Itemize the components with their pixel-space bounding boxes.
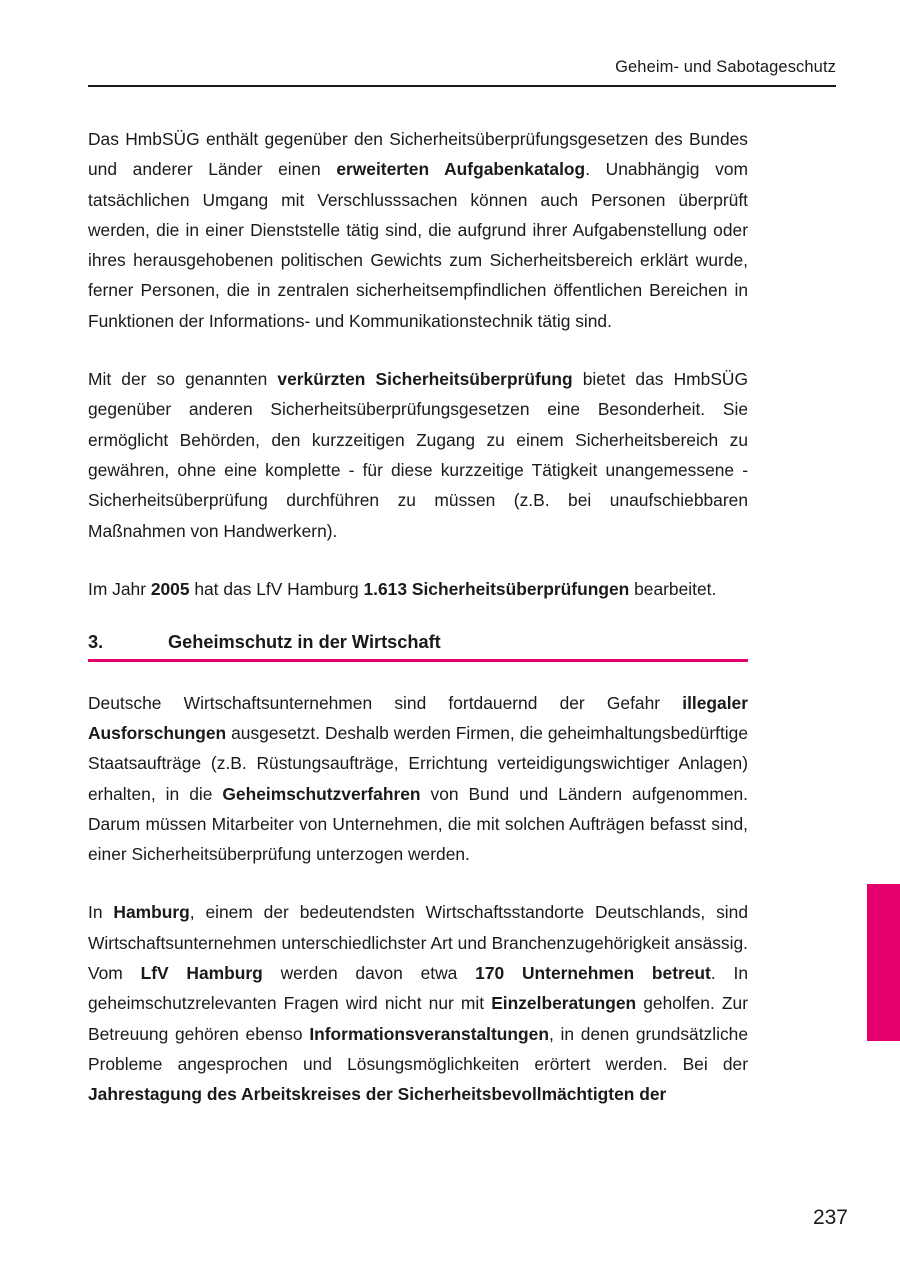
header-rule [88,85,836,87]
paragraph: Im Jahr 2005 hat das LfV Hamburg 1.613 Sicherheitsüberprüfungen bearbeitet. [88,578,717,599]
section-rule [88,659,748,662]
section-number: 3. [88,632,104,653]
section-title: Geheimschutz in der Wirtschaft [168,632,441,653]
paragraph: Deutsche Wirtschaftsunternehmen sind fortdauernd der Gefahr illegaler Ausforschungen ausgesetzt. Deshalb werden Firmen, die geheimhaltungsbedürftige Staatsaufträge (z.B. Rüstungsaufträge, Errichtung verteidigungswichtiger Anlagen) erhalten, in die Geheimschutzverfahren von Bund und Ländern aufgenommen. Darum müssen Mitarbeiter von Unternehmen, die mit solchen Aufträgen befasst sind, einer Sicherheitsüberprüfung unterzogen werden. [88,692,748,865]
text-column [88,124,748,1110]
paragraph: Das HmbSÜG enthält gegenüber den Sicherheitsüberprüfungsgesetzen des Bundes und anderer Länder einen erweiterten Aufgabenkatalog. Unabhängig vom tatsächlichen Umgang mit Verschlusssachen können auch Personen überprüft werden, die in einer Dienststelle tätig sind, die aufgrund ihrer Aufgabenstellung oder ihres herausgehobenen politischen Gewichts zum Sicherheitsbereich erklärt wurde, ferner Personen, die in zentralen sicherheitsempfindlichen öffentlichen Bereichen in Funktionen der Informations- und Kommunikationstechnik tätig sind. [88,129,748,331]
running-header [88,58,836,78]
section-heading [88,632,748,662]
chapter-edge-tab [867,884,900,1041]
page-number: 237 [812,1206,848,1229]
section-heading-row [88,632,748,659]
running-header-title: Geheim- und Sabotageschutz [615,58,836,76]
paragraph: In Hamburg, einem der bedeutendsten Wirtschaftsstandorte Deutschlands, sind Wirtschaftsunternehmen unterschiedlichster Art und Branchenzugehörigkeit ansässig. Vom LfV Hamburg werden davon etwa 170 Unternehmen betreut. In geheimschutzrelevanten Fragen wird nicht nur mit Einzelberatungen geholfen. Zur Betreuung gehören ebenso Informationsveranstaltungen, in denen grundsätzliche Probleme angesprochen und Lösungsmöglichkeiten erörtert werden. Bei der Jahrestagung des Arbeitskreises der Sicherheitsbevollmächtigten der [88,902,748,1105]
paragraph: Mit der so genannten verkürzten Sicherheitsüberprüfung bietet das HmbSÜG gegenüber anderen Sicherheitsüberprüfungsgesetzen eine Besonderheit. Sie ermöglicht Behörden, den kurzzeitigen Zugang zu einem Sicherheitsbereich zu gewähren, ohne eine komplette - für diese kurzzeitige Tätigkeit unangemessene - Sicherheitsüberprüfung durchführen zu müssen (z.B. bei unaufschiebbaren Maßnahmen von Handwerkern). [88,369,749,541]
